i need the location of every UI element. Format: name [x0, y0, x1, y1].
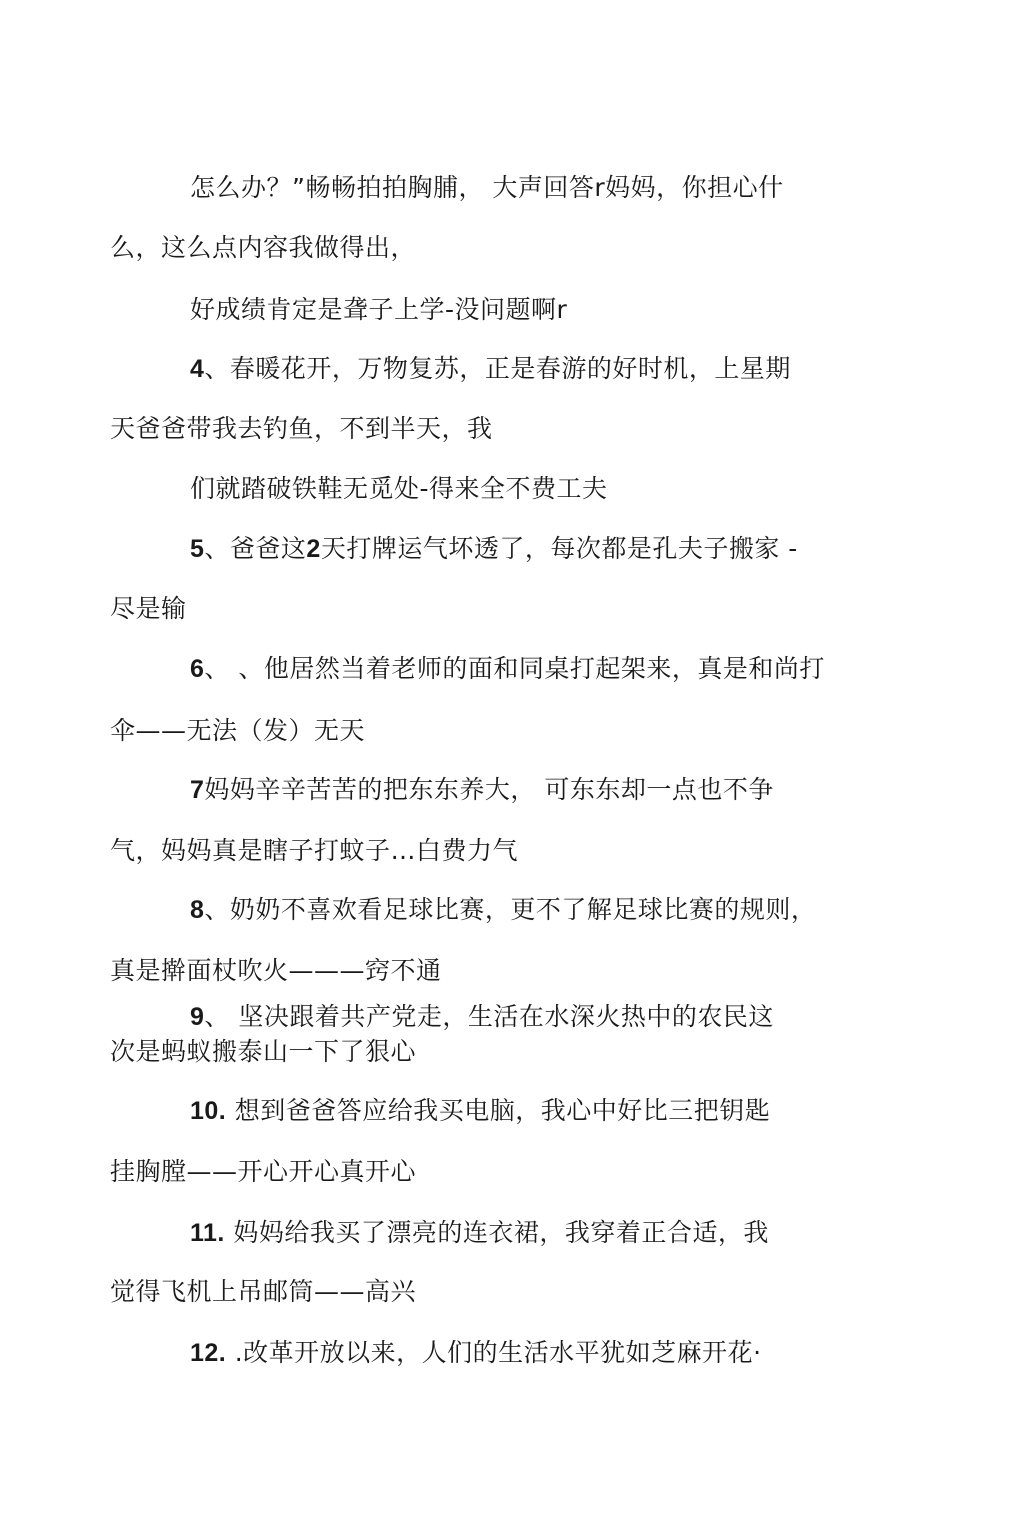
line-text: 伞——无法（发）无天: [110, 716, 366, 745]
text-line: [190, 172, 784, 204]
line-text: 妈妈给我买了漂亮的连衣裙，我穿着正合适，我: [224, 1218, 769, 1247]
line-text: 、 坚决跟着共产党走，生活在水深火热中的农民这: [204, 1002, 774, 1031]
line-text: 觉得飞机上吊邮筒——高兴: [110, 1277, 417, 1306]
line-text: 挂胸膛——开心开心真开心: [110, 1157, 417, 1186]
text-line: [110, 413, 493, 445]
list-item: [190, 353, 791, 385]
inline-number: 2: [306, 535, 321, 563]
line-text: 气，妈妈真是瞎子打蚊子…白费力气: [110, 836, 519, 865]
item-number: 11.: [190, 1219, 225, 1247]
item-number: 8: [190, 896, 205, 924]
line-text: 尽是输: [110, 594, 187, 623]
line-text: 天打牌运气坏透了，每次都是孔夫子搬家 -: [320, 534, 798, 563]
line-text: 、爸爸这: [204, 534, 307, 563]
item-number: 6: [190, 655, 205, 683]
line-text: 、奶奶不喜欢看足球比赛，更不了解足球比赛的规则，: [204, 895, 817, 924]
list-item: [190, 1217, 769, 1249]
list-item: [190, 653, 825, 685]
text-line: [110, 593, 187, 625]
list-item: [190, 774, 774, 806]
item-number: 4: [190, 355, 205, 383]
line-text: 、 、他居然当着老师的面和同桌打起架来，真是和尚打: [204, 654, 825, 683]
list-item: [190, 533, 798, 565]
line-text: 、春暖花开，万物复苏，正是春游的好时机，上星期: [204, 354, 791, 383]
line-text: .改革开放以来，人们的生活水平犹如芝麻开花·: [226, 1338, 762, 1367]
text-line: [110, 715, 365, 747]
line-text: 好成绩肯定是聋子上学-没问题啊r: [190, 295, 568, 324]
line-text: 真是擀面杖吹火———窍不通: [110, 956, 442, 985]
item-number: 10.: [190, 1097, 227, 1125]
text-line: [110, 1036, 416, 1068]
item-number: 9: [190, 1003, 205, 1031]
item-number: 5: [190, 535, 205, 563]
line-text: 么，这么点内容我做得出，: [110, 233, 417, 262]
line-text: 天爸爸带我去钓鱼，不到半天，我: [110, 414, 493, 443]
list-item: [190, 1095, 770, 1127]
list-item: [190, 1001, 774, 1033]
line-text: 想到爸爸答应给我买电脑，我心中好比三把钥匙: [226, 1096, 771, 1125]
line-text: 怎么办？”畅畅拍拍胸脯， 大声回答r妈妈，你担心什: [190, 173, 784, 202]
list-item: [190, 894, 816, 926]
text-line: [110, 955, 442, 987]
text-line: [110, 232, 416, 264]
text-line: [110, 1276, 416, 1308]
line-text: 次是蚂蚁搬泰山一下了狠心: [110, 1037, 417, 1066]
line-text: 们就踏破铁鞋无觅处-得来全不费工夫: [190, 474, 608, 503]
item-number: 12.: [190, 1339, 227, 1367]
text-line: [110, 835, 518, 867]
text-line: [110, 1156, 416, 1188]
line-text: 妈妈辛辛苦苦的把东东养大， 可东东却一点也不争: [204, 775, 774, 804]
text-line: [190, 294, 567, 326]
list-item: [190, 1337, 762, 1369]
item-number: 7: [190, 776, 205, 804]
text-line: [190, 473, 608, 505]
